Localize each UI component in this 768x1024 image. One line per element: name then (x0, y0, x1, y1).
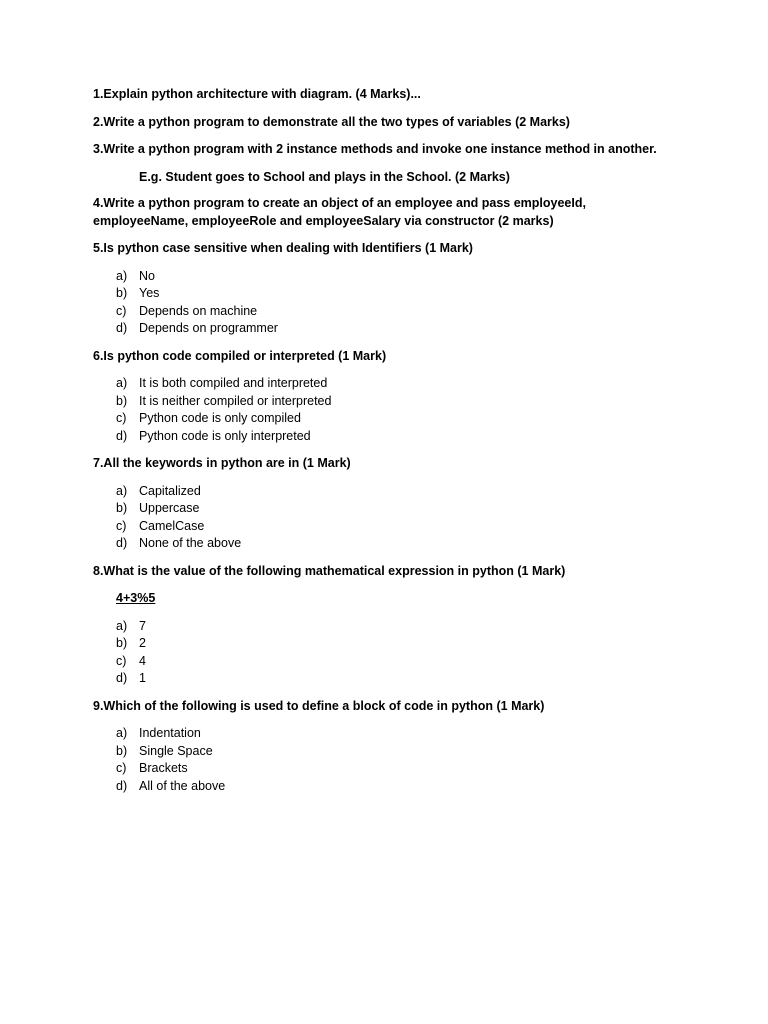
option-letter: d) (116, 321, 128, 335)
option (116, 670, 713, 688)
option-text: No (139, 268, 155, 283)
option-letter: a) (116, 268, 128, 283)
option-letter: c) (116, 518, 127, 533)
question-6-options (93, 375, 713, 445)
option-letter: b) (116, 743, 128, 758)
option-letter: c) (116, 653, 127, 668)
option (116, 535, 713, 553)
question-7: 7.All the keywords in python are in (1 Mark) (93, 456, 351, 470)
option (116, 518, 713, 536)
option-letter: d) (116, 778, 128, 793)
question-6: 6.Is python code compiled or interpreted (1 Mark) (93, 348, 387, 363)
option-text: Single Space (139, 743, 213, 758)
option (116, 635, 713, 653)
question-5: 5.Is python case sensitive when dealing with Identifiers (1 Mark) (93, 241, 473, 255)
option (116, 268, 713, 286)
question-4: 4.Write a python program to create an object of an employee and pass employeeId, employeeName, employeeRole and employeeSalary via constructor (2 marks) (93, 196, 586, 228)
option (116, 743, 713, 761)
option (116, 410, 713, 428)
question-3: 3.Write a python program with 2 instance methods and invoke one instance method in another. (93, 142, 657, 156)
question-2: 2.Write a python program to demonstrate all the two types of variables (2 Marks) (93, 114, 570, 129)
option-letter: c) (116, 761, 127, 775)
option-letter: b) (116, 286, 128, 300)
option (116, 393, 713, 411)
option-letter: a) (116, 618, 128, 633)
question-8: 8.What is the value of the following mathematical expression in python (1 Mark) (93, 563, 566, 578)
option-text: 4 (139, 653, 146, 668)
option (116, 285, 713, 303)
option-text: Uppercase (139, 501, 200, 515)
option (116, 760, 713, 778)
option (116, 725, 713, 743)
option (116, 375, 713, 393)
option-text: Python code is only interpreted (139, 428, 311, 443)
option-text: It is neither compiled or interpreted (139, 393, 332, 408)
option (116, 778, 713, 796)
question-3-example: E.g. Student goes to School and plays in the School. (2 Marks) (139, 169, 510, 184)
option-text: It is both compiled and interpreted (139, 376, 328, 390)
option-letter: a) (116, 726, 128, 740)
question-7-options (93, 483, 713, 553)
option-text: Brackets (139, 761, 188, 775)
option-letter: d) (116, 671, 128, 685)
option-letter: a) (116, 376, 128, 390)
option (116, 303, 713, 321)
option-letter: d) (116, 428, 128, 443)
option-text: Depends on programmer (139, 321, 278, 335)
option (116, 483, 713, 501)
question-paper (93, 86, 713, 805)
option-text: Yes (139, 286, 160, 300)
option-text: Python code is only compiled (139, 411, 301, 425)
option-text: Indentation (139, 726, 201, 740)
option (116, 653, 713, 671)
math-expression: 4+3%5 (116, 591, 156, 605)
option (116, 428, 713, 446)
option-text: Capitalized (139, 483, 201, 498)
option-text: 2 (139, 636, 146, 650)
question-5-options (93, 268, 713, 338)
option-text: 1 (139, 671, 146, 685)
question-8-options (93, 618, 713, 688)
option-text: CamelCase (139, 518, 205, 533)
option-letter: a) (116, 483, 128, 498)
option-letter: b) (116, 393, 128, 408)
option-text: 7 (139, 618, 146, 633)
question-9-options (93, 725, 713, 795)
option-letter: d) (116, 536, 128, 550)
option-letter: c) (116, 411, 127, 425)
option-letter: b) (116, 636, 128, 650)
option-text: None of the above (139, 536, 242, 550)
option-text: Depends on machine (139, 303, 258, 318)
question-1: 1.Explain python architecture with diagram. (4 Marks)... (93, 87, 421, 101)
option (116, 618, 713, 636)
option-text: All of the above (139, 778, 226, 793)
option (116, 500, 713, 518)
option-letter: c) (116, 303, 127, 318)
option-letter: b) (116, 501, 128, 515)
question-9: 9.Which of the following is used to define a block of code in python (1 Mark) (93, 698, 545, 713)
option (116, 320, 713, 338)
